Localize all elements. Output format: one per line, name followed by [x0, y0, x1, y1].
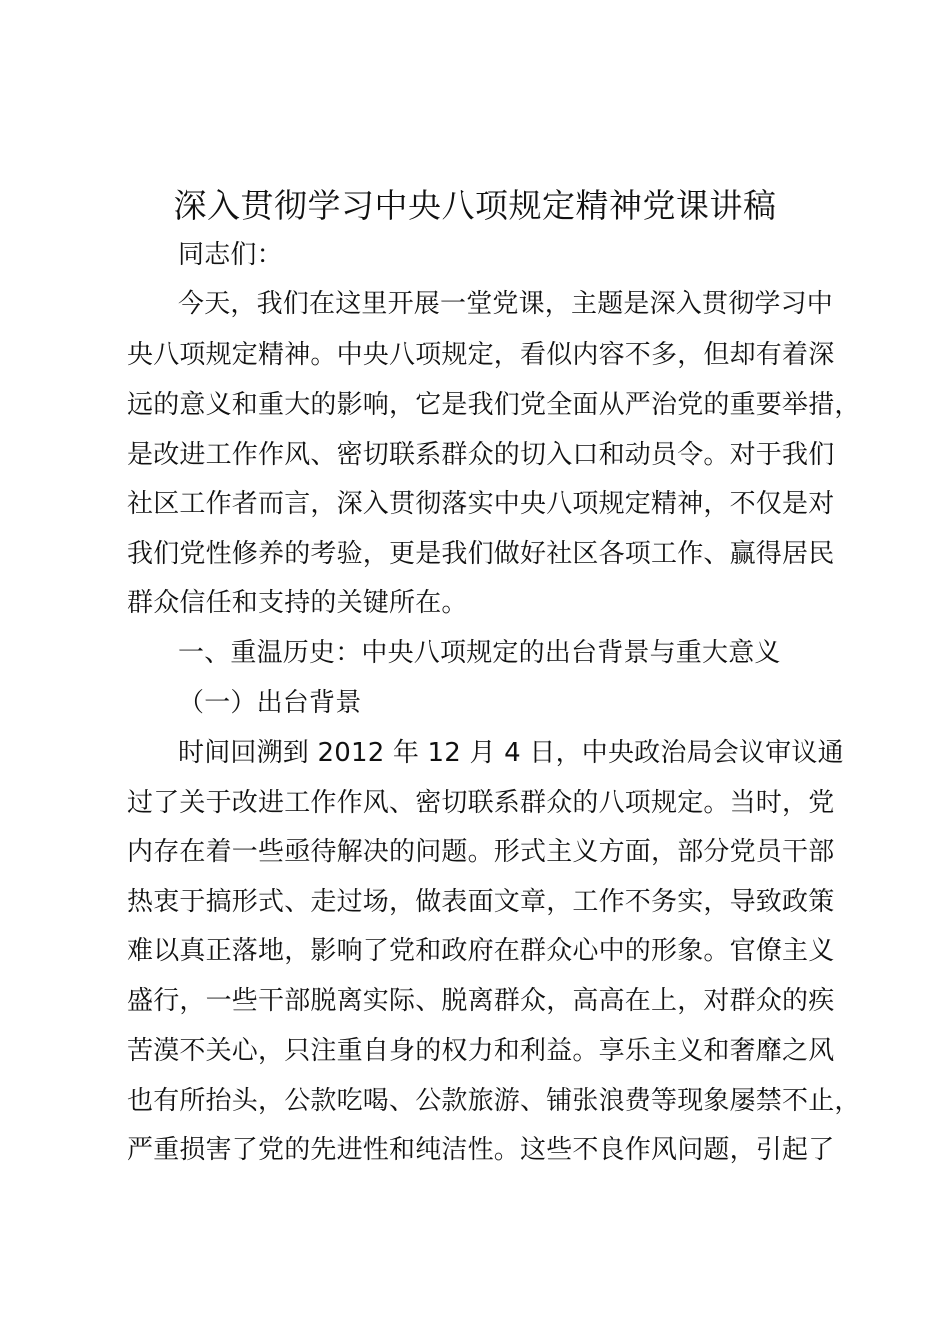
paragraph-line: 远的意义和重大的影响，它是我们党全面从严治党的重要举措， — [127, 390, 861, 420]
paragraph-line: 盛行，一些干部脱离实际、脱离群众，高高在上，对群众的疾 — [127, 986, 835, 1016]
subsection-heading: （一）出台背景 — [178, 688, 362, 718]
document-title: 深入贯彻学习中央八项规定精神党课讲稿 — [173, 186, 777, 225]
paragraph-line: 苦漠不关心，只注重自身的权力和利益。享乐主义和奢靡之风 — [127, 1036, 835, 1066]
paragraph-line: 央八项规定精神。中央八项规定，看似内容不多，但却有着深 — [127, 340, 835, 370]
paragraph-line: 社区工作者而言，深入贯彻落实中央八项规定精神，不仅是对 — [127, 489, 835, 519]
paragraph-line: 是改进工作作风、密切联系群众的切入口和动员令。对于我们 — [127, 440, 835, 470]
paragraph-line: 我们党性修养的考验，更是我们做好社区各项工作、赢得居民 — [127, 539, 835, 569]
paragraph-line: 时间回溯到 2012 年 12 月 4 日，中央政治局会议审议通 — [178, 738, 844, 768]
paragraph-line: 过了关于改进工作作风、密切联系群众的八项规定。当时，党 — [127, 788, 835, 818]
paragraph-line: 难以真正落地，影响了党和政府在群众心中的形象。官僚主义 — [127, 936, 835, 966]
paragraph-line: 内存在着一些亟待解决的问题。形式主义方面，部分党员干部 — [127, 837, 835, 867]
salutation: 同志们： — [178, 240, 283, 270]
paragraph-line: 群众信任和支持的关键所在。 — [127, 588, 468, 618]
paragraph-line: 今天，我们在这里开展一堂党课，主题是深入贯彻学习中 — [178, 289, 834, 319]
section-heading: 一、重温历史：中央八项规定的出台背景与重大意义 — [178, 638, 781, 668]
paragraph-line: 也有所抬头，公款吃喝、公款旅游、铺张浪费等现象屡禁不止， — [127, 1086, 861, 1116]
paragraph-line: 热衷于搞形式、走过场，做表面文章，工作不务实，导致政策 — [127, 887, 835, 917]
paragraph-line: 严重损害了党的先进性和纯洁性。这些不良作风问题，引起了 — [127, 1135, 835, 1165]
